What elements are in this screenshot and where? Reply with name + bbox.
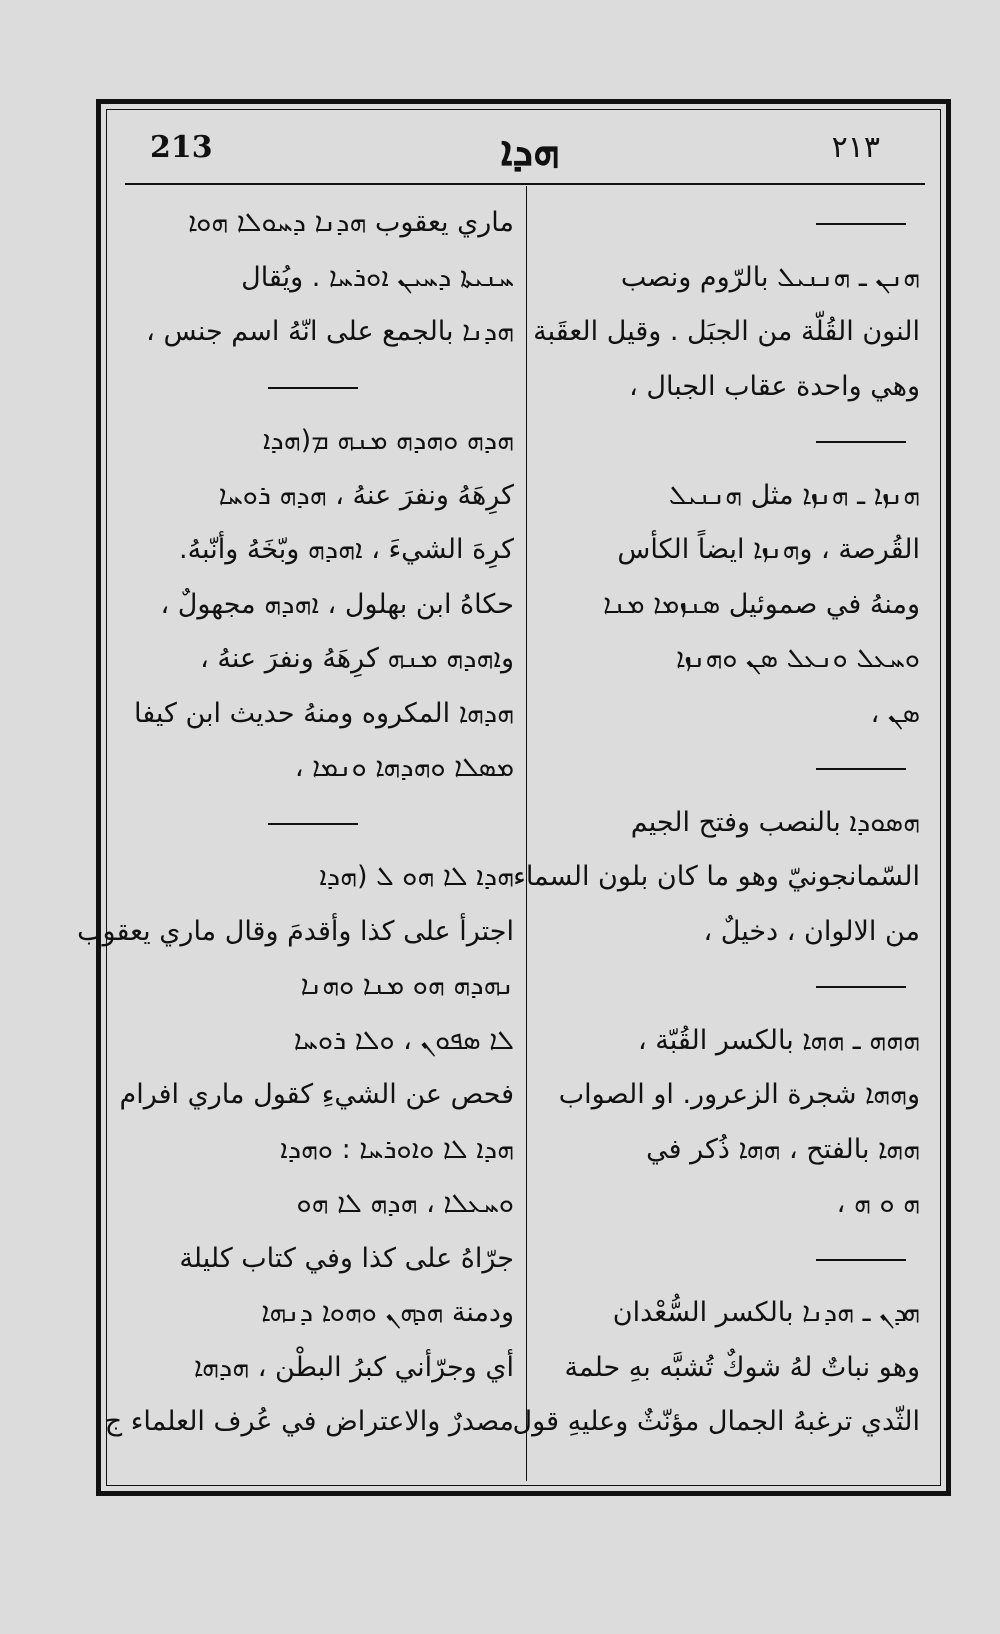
entry-separator [128, 360, 514, 415]
text-line: ܗܢܙܐ ـ ܗܢܙܐ مثل ܗܢܢܝܠ [668, 479, 920, 511]
text-line: ܠܐ ܣܦܘܢ ، ܘܠܐ ܪܘܚܐ [293, 1024, 514, 1056]
right-column [512, 196, 934, 1481]
text-line: ܗܢܢ ـ ܗܢܢܝܠ بالرّوم ونصب [620, 261, 920, 293]
text-line: ܗܕܗ ܘܗܕܗ ܡܢܗ ܡ(ܗܕܐ [262, 425, 514, 456]
separator-rule [816, 1259, 906, 1261]
text-line: حكاهُ ابن بهلول ، ܐܗܕܗ مجهولٌ ، [160, 588, 514, 620]
running-head: ܗܕܐ [500, 126, 560, 175]
text-line: ܘܚܥܠ ܘܢܥܠ ܣܢ ܘܗܢܙܐ [676, 643, 920, 674]
separator-rule [268, 387, 358, 389]
text-line: اجترأ على كذا وأقدمَ وقال ماري يعقوب [77, 915, 514, 947]
text-line: القُرصة ، وܗܢܙܐ ايضاً الكأس [617, 534, 920, 565]
separator-rule [816, 768, 906, 770]
text-line: ومنهُ في صموئيل ܣܢܙܡܐ ܡܢܐ [603, 588, 920, 620]
text-line: ܗܕܢ ـ ܗܕܢܐ بالكسر السُّعْدان [612, 1297, 920, 1328]
text-line: وهي واحدة عقاب الجبال ، [629, 370, 920, 402]
text-line: ودمنة ܗܕܗܢ ܘܗܘܐ ܕܢܗܐ [261, 1297, 514, 1328]
page-number-arabic: ٢١٣ [831, 130, 880, 165]
left-column [77, 196, 520, 1481]
text-line: ܣܢ ، [870, 697, 920, 729]
text-line: وهو نباتٌ لهُ شوكٌ تُشبَّه بهِ حلمة [564, 1351, 920, 1383]
text-line: أي وجرّأني كبرُ البطْن ، ܗܕܗܐ [193, 1351, 514, 1383]
text-line: السّمانجونيّ وهو ما كان بلون السماء [513, 861, 920, 892]
column-divider [526, 186, 527, 1481]
text-line: ܘܚܥܠܐ ، ܗܕܗ ܠܐ ܗܘ [296, 1188, 514, 1219]
text-line: النون القُلّة من الجبَل . وقيل العقَبة [533, 316, 920, 347]
text-line: من الالوان ، دخيلٌ ، [703, 915, 920, 947]
separator-rule [816, 223, 906, 225]
text-line: فحص عن الشيءِ كقول ماري افرام [119, 1079, 514, 1110]
text-line: الثّدي ترغبهُ الجمال مؤنّثٌ وعليهِ قول [512, 1406, 920, 1437]
entry-separator [536, 741, 920, 796]
text-line: كرِهَهُ ونفرَ عنهُ ، ܗܕܗ ܪܘܚܐ [218, 479, 514, 511]
text-line: ܗܕܢܐ بالجمع على انّهُ اسم جنس ، [146, 316, 514, 347]
entry-separator [128, 796, 514, 851]
entry-separator [536, 959, 920, 1014]
text-line: ܗ ܘ ܗ ، [836, 1188, 920, 1219]
text-line: جرّاهُ على كذا وفي كتاب كليلة [179, 1242, 514, 1274]
separator-rule [816, 441, 906, 443]
page-number-latin: 213 [150, 130, 213, 165]
separator-rule [816, 986, 906, 988]
header-rule [125, 183, 925, 185]
text-line: ܗܕܗܐ المكروه ومنهُ حديث ابن كيفا [134, 697, 514, 729]
separator-rule [268, 823, 358, 825]
page-header [110, 126, 940, 186]
text-line: ܗܕܐ ܠܐ ܗܘ ܠ (ܗܕܐ [319, 861, 514, 892]
entry-separator [536, 1232, 920, 1287]
text-line: ܢܗܕܗ ܗܘ ܡܢܐ ܘܗܢܐ [300, 970, 514, 1001]
text-line: كرِهَ الشيءَ ، ܐܗܕܗ وبّخَهُ وأنّبهُ. [179, 534, 514, 565]
text-line: ܡܣܠܐ ܘܗܕܗܐ ܘܢܡܐ ، [294, 752, 514, 783]
text-line: ماري يعقوب ܗܕܢܐ ܕܚܘܠܐ ܗܘܐ [188, 207, 514, 238]
text-line: ܗܣܘܕܐ بالنصب وفتح الجيم [630, 806, 920, 838]
text-line: مصدرٌ والاعتراض في عُرف العلماء ج [104, 1406, 514, 1437]
entry-separator [536, 196, 920, 251]
text-line: ܚܢܝܬܐ ܕܚܝܢ ܐܘܪܚܐ . ويُقال [241, 261, 514, 293]
text-line: ܗܗܗ ـ ܗܗܐ بالكسر القُبّة ، [637, 1024, 920, 1056]
entry-separator [536, 414, 920, 469]
text-line: وܐܗܕܗ ܡܢܗ كرِهَهُ ونفرَ عنهُ ، [200, 643, 514, 674]
text-line: ܗܕܐ ܠܐ ܘܐܘܪܚܐ : ܘܗܕܐ [280, 1133, 514, 1165]
text-line: ܗܗܐ بالفتح ، ܗܗܐ ذُكر في [646, 1133, 920, 1165]
text-line: وܗܗܐ شجرة الزعرور. او الصواب [558, 1079, 920, 1110]
